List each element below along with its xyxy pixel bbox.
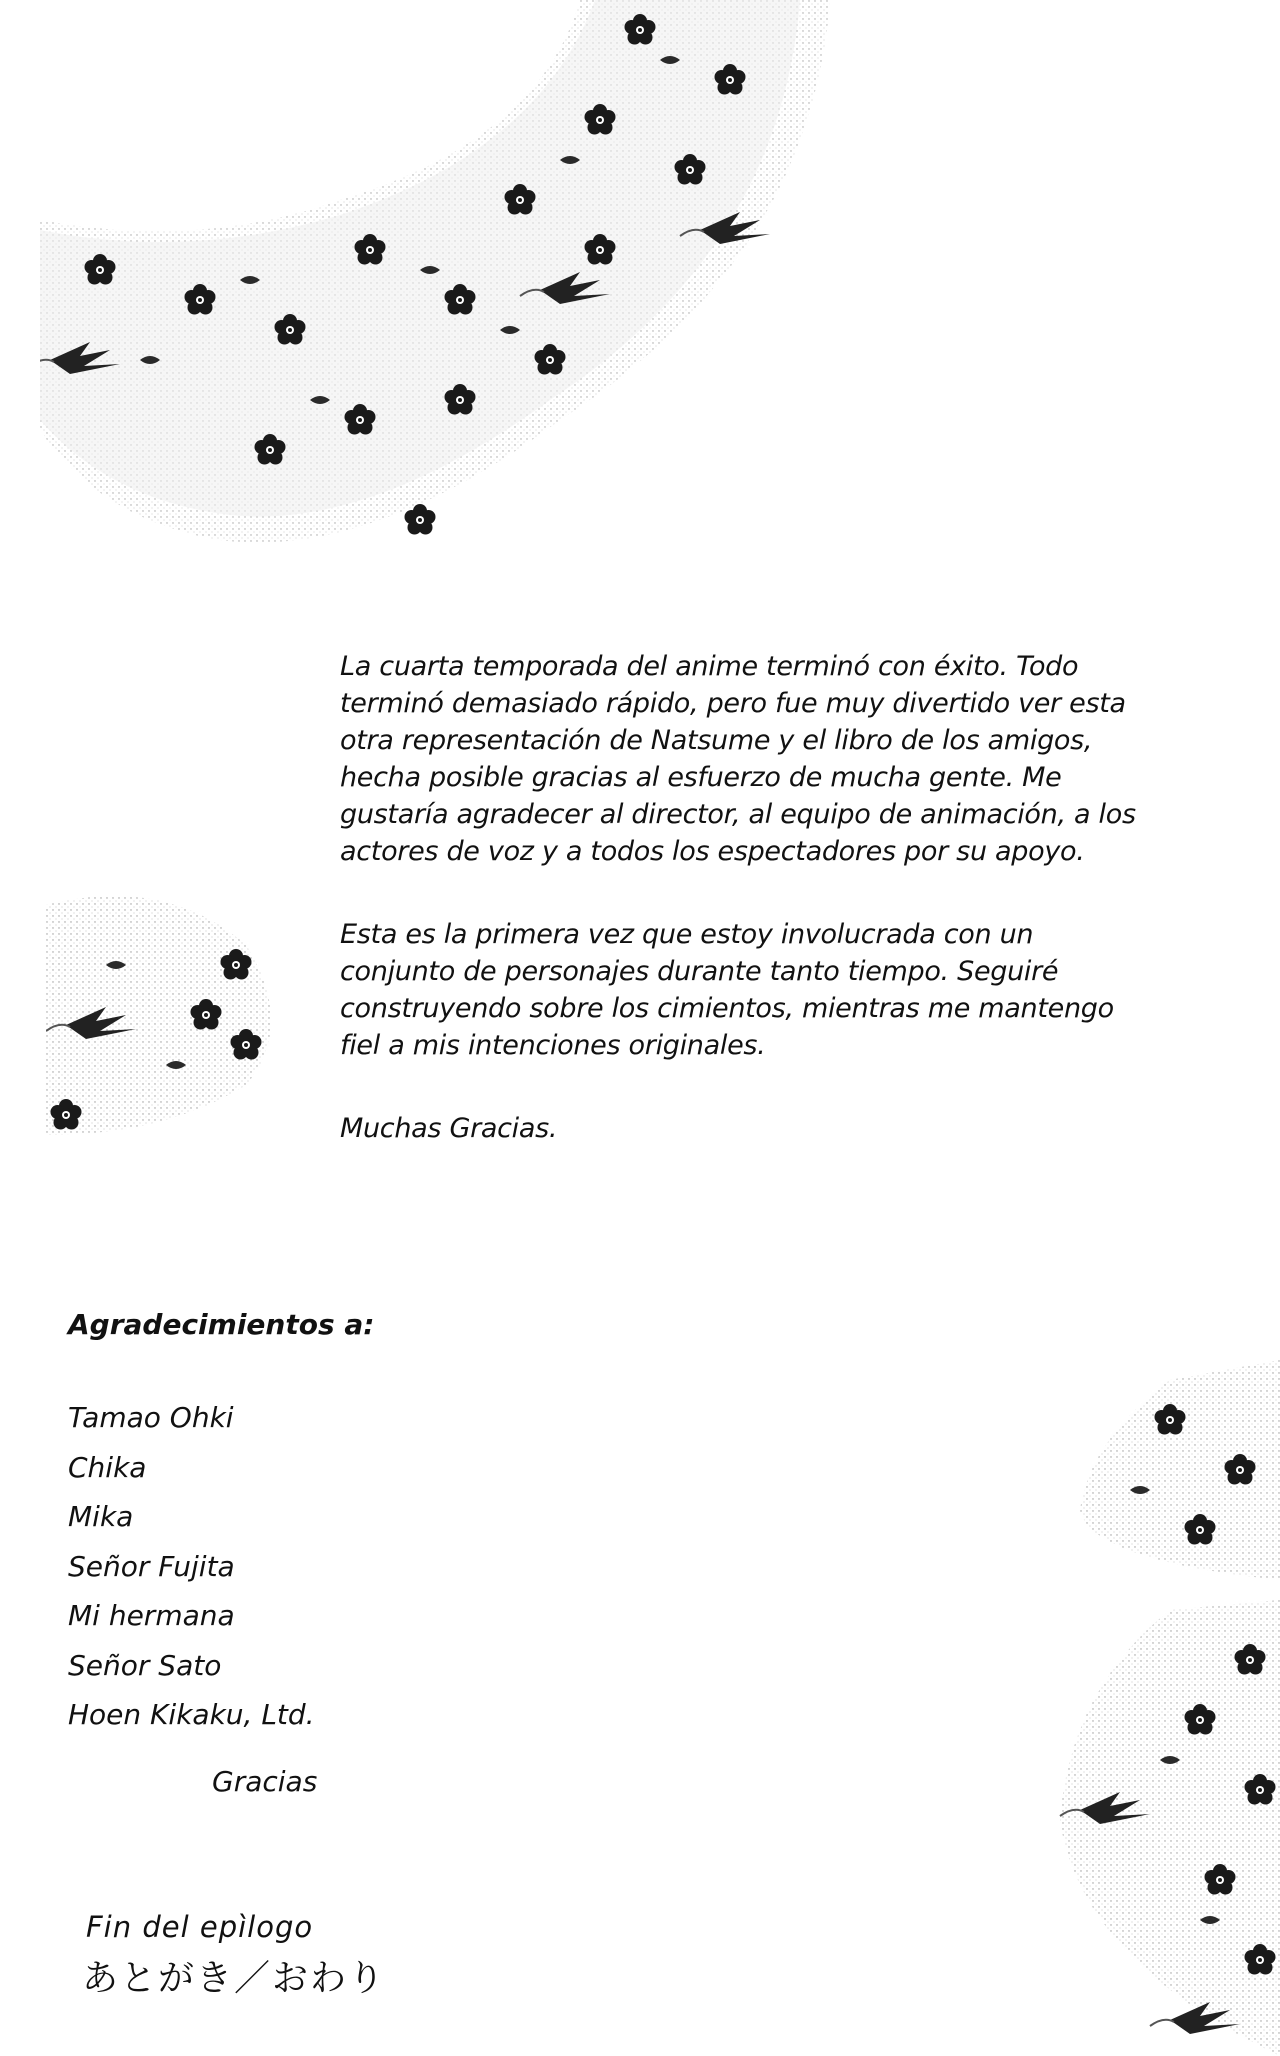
list-item: Señor Fujita — [68, 1549, 235, 1583]
acknowledgements-list — [68, 1393, 315, 1740]
message-paragraph: La cuarta temporada del anime terminó con éxito. Todo terminó demasiado rápido, pero fue muy divertido ver esta otra representación de Natsume y el libro de los amigos, hecha posible gracias al esfuerzo de mucha gente. Me gustaría agradecer al director, al equipo de animación, a los actores de voz y a todos los espectadores por su apoyo. — [340, 651, 1136, 867]
list-item: Tamao Ohki — [68, 1401, 234, 1434]
ending-spanish: Fin del epìlogo — [86, 1910, 314, 1944]
message-paragraph: Muchas Gracias. — [340, 1113, 558, 1144]
list-item: Hoen Kikaku, Ltd. — [68, 1698, 315, 1731]
list-item: Mi hermana — [68, 1599, 235, 1632]
floral-pattern-bottom-right-svg — [1050, 1360, 1280, 2056]
list-item: Mika — [68, 1500, 134, 1533]
closing-thanks: Gracias — [212, 1765, 318, 1798]
floral-ornament-left — [46, 885, 286, 1145]
floral-pattern-top-svg — [40, 0, 830, 600]
list-item: Chika — [68, 1450, 147, 1484]
floral-ornament-top — [40, 0, 830, 600]
ending-japanese: あとがき／おわり — [82, 1958, 387, 1999]
list-item: Señor Sato — [68, 1648, 222, 1682]
floral-pattern-left-svg — [46, 885, 286, 1145]
author-message — [340, 648, 1140, 1193]
acknowledgements-title: Agradecimientos a: — [68, 1308, 375, 1341]
message-paragraph: Esta es la primera vez que estoy involucrada con un conjunto de personajes durante tanto tiempo. Seguiré construyendo sobre los cimientos, mientras me mantengo fiel a mis intenciones originales. — [340, 919, 1114, 1061]
floral-ornament-bottom-right — [1050, 1360, 1280, 2056]
